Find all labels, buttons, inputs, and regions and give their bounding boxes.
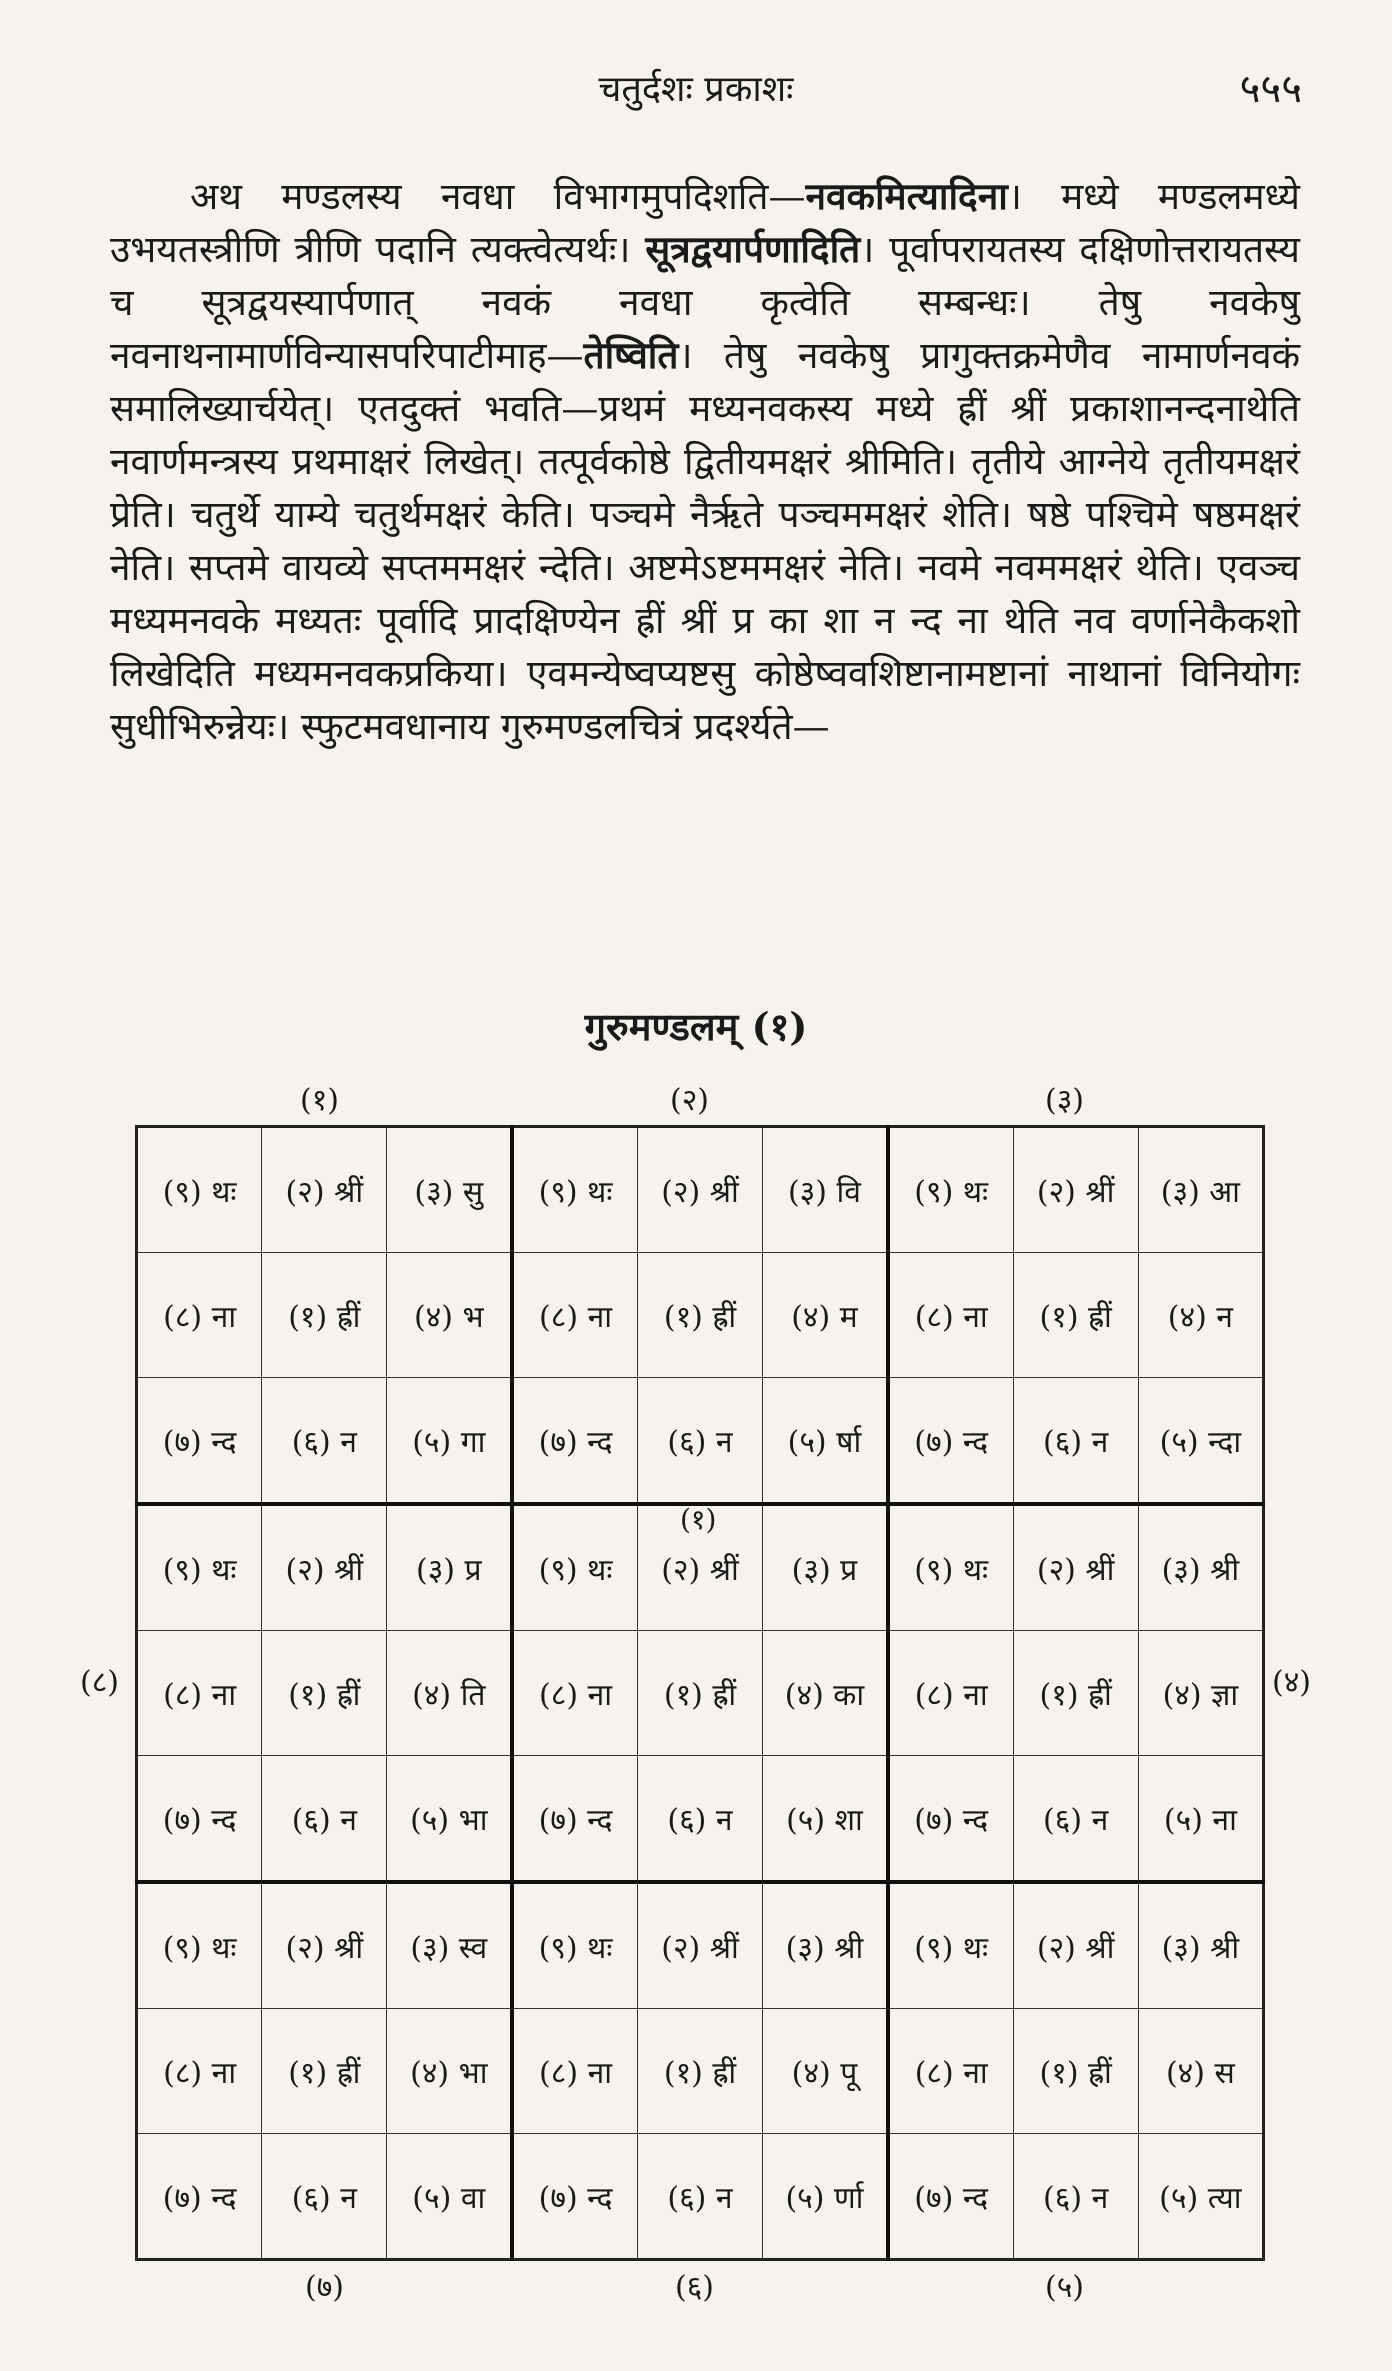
- grid-cell: (९) थः: [888, 1882, 1013, 2009]
- grid-cell: (३) श्री: [763, 1882, 888, 2009]
- grid-cell: (७) न्द: [888, 2134, 1013, 2260]
- grid-cell: (८) ना: [888, 1631, 1013, 1756]
- section-label-top-right: (३): [1045, 1083, 1085, 1118]
- bold-term: सूत्रद्वयार्पणादिति: [645, 227, 861, 271]
- grid-cell: (६) न: [637, 2134, 762, 2260]
- section-label-right: (४): [1272, 1665, 1312, 1700]
- section-label-bottom-left: (७): [305, 2270, 345, 2305]
- section-label-left: (८): [80, 1665, 120, 1700]
- grid-cell: (६) न: [262, 1378, 387, 1505]
- grid-cell: (१) ह्रीं: [1013, 1253, 1138, 1378]
- grid-cell: (७) न्द: [512, 1756, 637, 1883]
- text-run: । पूर्वापरायतस्य दक्षिणोत्तरायतस्य च सूत्रद्वयस्यार्पणात् नवकं नवधा कृत्वेति सम्बन्धः। तेषु नवकेषु नवनाथनामार्णविन्यासपरिपाटीमाह—: [110, 228, 1300, 377]
- commentary-paragraph: [110, 170, 1300, 753]
- grid-cell: (९) थः: [512, 1882, 637, 2009]
- grid-cell: (२) श्रीं: [1013, 1882, 1138, 2009]
- grid-cell: (८) ना: [512, 1631, 637, 1756]
- guru-mandala-grid: [135, 1125, 1265, 2261]
- grid-cell: (३) आ: [1138, 1127, 1263, 1253]
- grid-cell: (७) न्द: [512, 2134, 637, 2260]
- grid-cell: (९) थः: [888, 1127, 1013, 1253]
- grid-cell: (१) ह्रीं: [262, 1631, 387, 1756]
- grid-row: [137, 1378, 1264, 1505]
- section-label-top-center: (२): [670, 1083, 710, 1118]
- grid-row: [137, 1631, 1264, 1756]
- grid-cell: (२) श्रीं: [1013, 1127, 1138, 1253]
- grid-row: [137, 2134, 1264, 2260]
- grid-cell: (३) वि: [763, 1127, 888, 1253]
- grid-cell: (७) न्द: [137, 1378, 262, 1505]
- grid-cell: (२) श्रीं: [262, 1504, 387, 1631]
- grid-cell: (१) ह्रीं: [1013, 1631, 1138, 1756]
- grid-cell: (८) ना: [888, 2009, 1013, 2134]
- section-label-center: (१): [680, 1503, 717, 1536]
- grid-cell: (१) ह्रीं: [262, 1253, 387, 1378]
- grid-cell: (३) श्री: [1138, 1504, 1263, 1631]
- grid-cell: (६) न: [637, 1756, 762, 1883]
- grid-row: [137, 1253, 1264, 1378]
- grid-cell: (२) श्रीं: [1013, 1504, 1138, 1631]
- grid-cell: (५) त्या: [1138, 2134, 1263, 2260]
- grid-cell: (२) श्रीं: [637, 1504, 762, 1631]
- grid-cell: (३) प्र: [387, 1504, 512, 1631]
- grid-cell: (६) न: [1013, 1378, 1138, 1505]
- grid-cell: (५) वा: [387, 2134, 512, 2260]
- grid-cell: (५) भा: [387, 1756, 512, 1883]
- text-run: । मध्ये मण्डलमध्ये उभयतस्त्रीणि त्रीणि पदानि त्यक्त्वेत्यर्थः।: [110, 175, 1300, 271]
- grid-cell: (४) स: [1138, 2009, 1263, 2134]
- grid-cell: (९) थः: [512, 1504, 637, 1631]
- grid-cell: (७) न्द: [512, 1378, 637, 1505]
- grid-cell: (४) म: [763, 1253, 888, 1378]
- grid-cell: (६) न: [1013, 2134, 1138, 2260]
- grid-cell: (८) ना: [512, 2009, 637, 2134]
- grid-row: [137, 1882, 1264, 2009]
- grid-cell: (८) ना: [512, 1253, 637, 1378]
- grid-cell: (६) न: [262, 2134, 387, 2260]
- grid-cell: (१) ह्रीं: [1013, 2009, 1138, 2134]
- text-run: अथ मण्डलस्य नवधा विभागमुपदिशति—: [190, 175, 806, 218]
- grid-cell: (७) न्द: [888, 1378, 1013, 1505]
- grid-cell: (८) ना: [137, 1631, 262, 1756]
- grid-cell: (७) न्द: [137, 1756, 262, 1883]
- running-title: चतुर्दशः प्रकाशः: [598, 69, 794, 110]
- bold-term: नवकमित्यादिना: [805, 174, 1008, 218]
- grid-cell: (२) श्रीं: [637, 1882, 762, 2009]
- grid-cell: (३) प्र: [763, 1504, 888, 1631]
- grid-cell: (८) ना: [137, 2009, 262, 2134]
- grid-cell: (३) स्व: [387, 1882, 512, 2009]
- grid-row: [137, 1127, 1264, 1253]
- grid-cell: (६) न: [637, 1378, 762, 1505]
- section-label-bottom-center: (६): [675, 2270, 715, 2305]
- bold-term: तेष्विति: [583, 333, 679, 377]
- grid-cell: (६) न: [262, 1756, 387, 1883]
- grid-cell: (५) न्दा: [1138, 1378, 1263, 1505]
- grid-row: [137, 1756, 1264, 1883]
- grid-cell: (६) न: [1013, 1756, 1138, 1883]
- grid-cell: (९) थः: [137, 1127, 262, 1253]
- section-label-top-left: (१): [300, 1083, 340, 1118]
- grid-cell: (५) शा: [763, 1756, 888, 1883]
- grid-cell: (५) गा: [387, 1378, 512, 1505]
- figure-caption: गुरुमण्डलम् (१): [584, 1004, 808, 1049]
- grid-cell: (४) न: [1138, 1253, 1263, 1378]
- grid-cell: (२) श्रीं: [262, 1127, 387, 1253]
- page-number: ५५५: [1239, 66, 1302, 112]
- grid-cell: (५) र्णा: [763, 2134, 888, 2260]
- grid-cell: (१) ह्रीं: [637, 1253, 762, 1378]
- grid-cell: (५) र्षा: [763, 1378, 888, 1505]
- grid-cell: (४) ज्ञा: [1138, 1631, 1263, 1756]
- grid-cell: (७) न्द: [888, 1756, 1013, 1883]
- grid-cell: (१) ह्रीं: [262, 2009, 387, 2134]
- grid-cell: (९) थः: [888, 1504, 1013, 1631]
- grid-cell: (४) ति: [387, 1631, 512, 1756]
- grid-cell: (४) का: [763, 1631, 888, 1756]
- grid-cell: (१) ह्रीं: [637, 2009, 762, 2134]
- grid-cell: (९) थः: [137, 1504, 262, 1631]
- page-header: [0, 55, 1392, 125]
- grid-cell: (३) श्री: [1138, 1882, 1263, 2009]
- section-label-bottom-right: (५): [1045, 2270, 1085, 2305]
- grid-row: [137, 2009, 1264, 2134]
- grid-cell: (३) सु: [387, 1127, 512, 1253]
- grid-cell: (२) श्रीं: [262, 1882, 387, 2009]
- grid-cell: (२) श्रीं: [637, 1127, 762, 1253]
- grid-cell: (८) ना: [137, 1253, 262, 1378]
- grid-cell: (९) थः: [512, 1127, 637, 1253]
- text-run: । तेषु नवकेषु प्रागुक्तक्रमेणैव नामार्णनवकं समालिख्यार्चयेत्। एतदुक्तं भवति—प्रथमं मध्यनवकस्य मध्ये ह्रीं श्रीं प्रकाशानन्दनाथेति नवार्णमन्त्रस्य प्रथमाक्षरं लिखेत्। तत्पूर्वकोष्ठे द्वितीयमक्षरं श्रीमिति। तृतीये आग्नेये तृतीयमक्षरं प्रेति। चतुर्थे याम्ये चतुर्थमक्षरं केति। पञ्चमे नैर्ऋते पञ्चममक्षरं शेति। षष्ठे पश्चिमे षष्ठमक्षरं नेति। सप्तमे वायव्ये सप्तममक्षरं न्देति। अष्टमेऽष्टममक्षरं नेति। नवमे नवममक्षरं थेति। एवञ्च मध्यमनवके मध्यतः पूर्वादि प्रादक्षिण्येन ह्रीं श्रीं प्र का शा न न्द ना थेति नव वर्णानेकैकशो लिखेदिति मध्यमनवकप्रकिया। एवमन्येष्वप्यष्टसु कोष्ठेष्ववशिष्टानामष्टानां नाथानां विनियोगः सुधीभिरुन्नेयः। स्फुटमवधानाय गुरुमण्डलचित्रं प्रदर्श्यते—: [110, 334, 1300, 748]
- grid-cell: (१) ह्रीं: [637, 1631, 762, 1756]
- grid-cell: (४) भ: [387, 1253, 512, 1378]
- grid-cell: (७) न्द: [137, 2134, 262, 2260]
- grid-cell: (९) थः: [137, 1882, 262, 2009]
- grid-cell: (८) ना: [888, 1253, 1013, 1378]
- grid-cell: (४) पू: [763, 2009, 888, 2134]
- grid-cell: (५) ना: [1138, 1756, 1263, 1883]
- grid-cell: (४) भा: [387, 2009, 512, 2134]
